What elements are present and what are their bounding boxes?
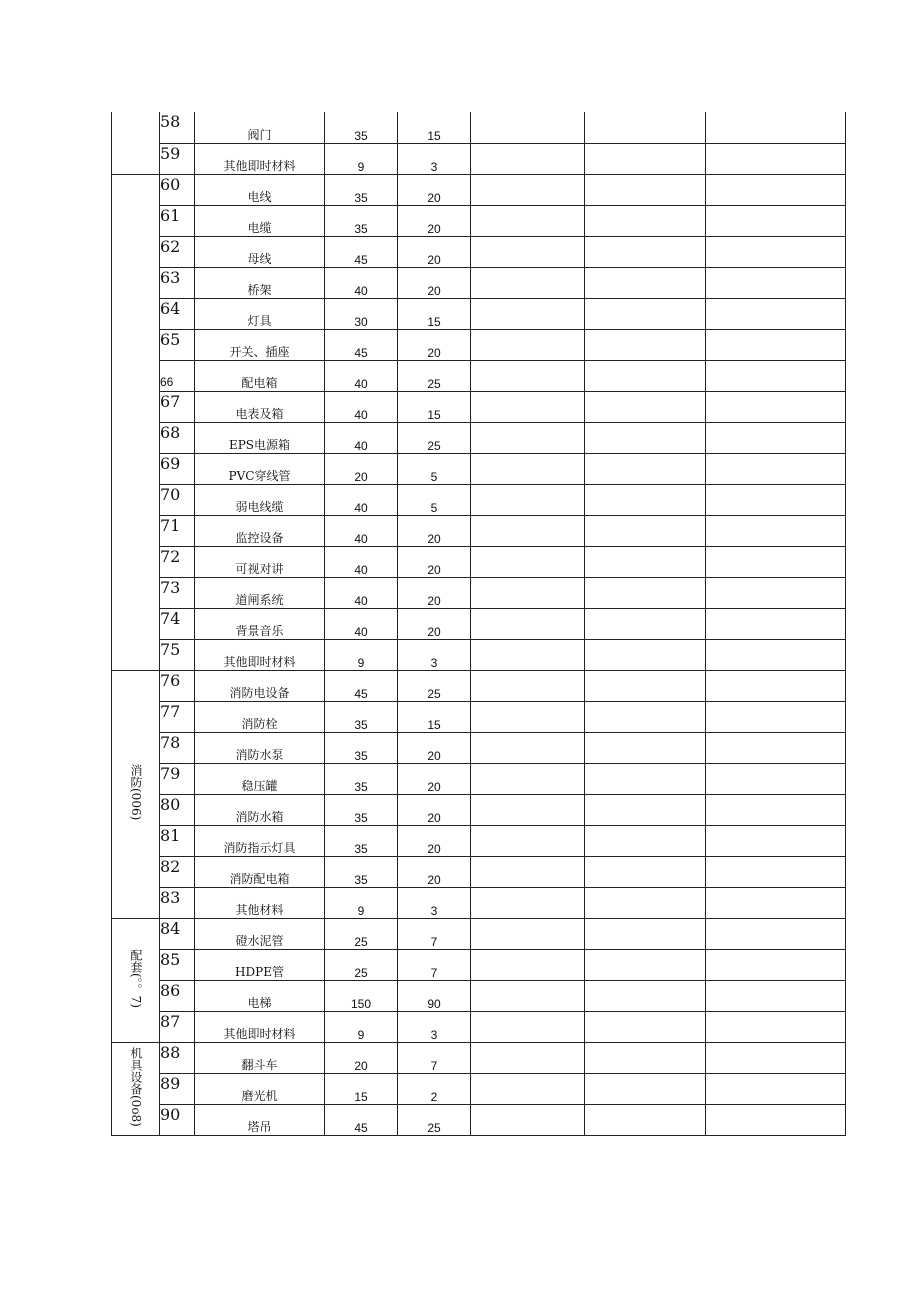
row-number: 67 bbox=[160, 391, 195, 422]
value-b: 20 bbox=[398, 329, 471, 360]
value-b: 15 bbox=[398, 391, 471, 422]
empty-cell bbox=[471, 391, 585, 422]
empty-cell bbox=[585, 1073, 706, 1104]
table-row bbox=[112, 360, 846, 391]
value-a: 35 bbox=[325, 825, 398, 856]
item-name: 灯具 bbox=[195, 298, 325, 329]
item-name: 开关、插座 bbox=[195, 329, 325, 360]
category-cell-supporting bbox=[112, 918, 160, 1042]
table-row bbox=[112, 577, 846, 608]
value-b: 20 bbox=[398, 608, 471, 639]
value-b: 20 bbox=[398, 763, 471, 794]
table-row bbox=[112, 732, 846, 763]
row-number: 79 bbox=[160, 763, 195, 794]
empty-cell bbox=[585, 639, 706, 670]
empty-cell bbox=[585, 1042, 706, 1073]
empty-cell bbox=[706, 856, 846, 887]
value-a: 9 bbox=[325, 143, 398, 174]
item-name: 其他材料 bbox=[195, 887, 325, 918]
value-a: 40 bbox=[325, 422, 398, 453]
value-b: 20 bbox=[398, 236, 471, 267]
empty-cell bbox=[471, 577, 585, 608]
table-row bbox=[112, 918, 846, 949]
row-number: 83 bbox=[160, 887, 195, 918]
table-row bbox=[112, 1104, 846, 1135]
empty-cell bbox=[471, 1042, 585, 1073]
table-row bbox=[112, 546, 846, 577]
value-a: 25 bbox=[325, 918, 398, 949]
empty-cell bbox=[471, 174, 585, 205]
value-b: 3 bbox=[398, 1011, 471, 1042]
row-number: 58 bbox=[160, 112, 195, 143]
item-name: 消防指示灯具 bbox=[195, 825, 325, 856]
row-number: 69 bbox=[160, 453, 195, 484]
empty-cell bbox=[706, 112, 846, 143]
empty-cell bbox=[706, 484, 846, 515]
table-row bbox=[112, 794, 846, 825]
value-a: 40 bbox=[325, 515, 398, 546]
empty-cell bbox=[706, 887, 846, 918]
item-name: 翻斗车 bbox=[195, 1042, 325, 1073]
item-name: 消防水箱 bbox=[195, 794, 325, 825]
empty-cell bbox=[471, 701, 585, 732]
empty-cell bbox=[585, 267, 706, 298]
table-row bbox=[112, 112, 846, 143]
row-number: 81 bbox=[160, 825, 195, 856]
empty-cell bbox=[471, 732, 585, 763]
empty-cell bbox=[471, 360, 585, 391]
empty-cell bbox=[706, 546, 846, 577]
value-b: 20 bbox=[398, 794, 471, 825]
item-name: 桥架 bbox=[195, 267, 325, 298]
table-row bbox=[112, 701, 846, 732]
table-row bbox=[112, 980, 846, 1011]
empty-cell bbox=[706, 453, 846, 484]
value-b: 20 bbox=[398, 515, 471, 546]
value-b: 3 bbox=[398, 887, 471, 918]
item-name: 消防栓 bbox=[195, 701, 325, 732]
value-a: 40 bbox=[325, 391, 398, 422]
materials-table bbox=[111, 112, 846, 1136]
row-number: 90 bbox=[160, 1104, 195, 1135]
item-name: 配电箱 bbox=[195, 360, 325, 391]
empty-cell bbox=[471, 856, 585, 887]
table-row bbox=[112, 1042, 846, 1073]
empty-cell bbox=[585, 298, 706, 329]
value-b: 20 bbox=[398, 546, 471, 577]
value-a: 15 bbox=[325, 1073, 398, 1104]
row-number: 87 bbox=[160, 1011, 195, 1042]
empty-cell bbox=[471, 143, 585, 174]
value-b: 7 bbox=[398, 1042, 471, 1073]
empty-cell bbox=[585, 143, 706, 174]
table-row bbox=[112, 825, 846, 856]
value-a: 35 bbox=[325, 856, 398, 887]
value-a: 45 bbox=[325, 329, 398, 360]
empty-cell bbox=[706, 918, 846, 949]
empty-cell bbox=[706, 794, 846, 825]
empty-cell bbox=[471, 453, 585, 484]
empty-cell bbox=[585, 515, 706, 546]
table-row bbox=[112, 205, 846, 236]
value-a: 35 bbox=[325, 112, 398, 143]
value-a: 45 bbox=[325, 236, 398, 267]
table-row bbox=[112, 1073, 846, 1104]
row-number: 63 bbox=[160, 267, 195, 298]
value-b: 15 bbox=[398, 112, 471, 143]
empty-cell bbox=[471, 1011, 585, 1042]
value-a: 45 bbox=[325, 670, 398, 701]
empty-cell bbox=[585, 112, 706, 143]
table-row bbox=[112, 453, 846, 484]
row-number: 62 bbox=[160, 236, 195, 267]
category-cell-electrical bbox=[112, 174, 160, 670]
value-b: 20 bbox=[398, 174, 471, 205]
empty-cell bbox=[585, 794, 706, 825]
empty-cell bbox=[706, 701, 846, 732]
item-name: 消防水泵 bbox=[195, 732, 325, 763]
item-name: 背景音乐 bbox=[195, 608, 325, 639]
empty-cell bbox=[585, 205, 706, 236]
value-a: 35 bbox=[325, 732, 398, 763]
row-number: 64 bbox=[160, 298, 195, 329]
item-name: HDPE管 bbox=[195, 949, 325, 980]
item-name: 电线 bbox=[195, 174, 325, 205]
empty-cell bbox=[585, 453, 706, 484]
empty-cell bbox=[585, 1011, 706, 1042]
empty-cell bbox=[471, 763, 585, 794]
category-label-supporting: 配套(。。7) bbox=[129, 948, 143, 1008]
empty-cell bbox=[706, 143, 846, 174]
empty-cell bbox=[706, 1011, 846, 1042]
empty-cell bbox=[585, 701, 706, 732]
row-number: 72 bbox=[160, 546, 195, 577]
row-number: 71 bbox=[160, 515, 195, 546]
empty-cell bbox=[585, 422, 706, 453]
empty-cell bbox=[706, 236, 846, 267]
value-a: 45 bbox=[325, 1104, 398, 1135]
row-number: 68 bbox=[160, 422, 195, 453]
table-row bbox=[112, 670, 846, 701]
empty-cell bbox=[471, 918, 585, 949]
value-a: 35 bbox=[325, 701, 398, 732]
row-number: 61 bbox=[160, 205, 195, 236]
value-a: 20 bbox=[325, 1042, 398, 1073]
item-name: 电梯 bbox=[195, 980, 325, 1011]
category-cell-fire bbox=[112, 670, 160, 918]
value-b: 3 bbox=[398, 639, 471, 670]
item-name: 弱电线缆 bbox=[195, 484, 325, 515]
table-row bbox=[112, 856, 846, 887]
item-name: 其他即时材料 bbox=[195, 639, 325, 670]
row-number: 77 bbox=[160, 701, 195, 732]
value-b: 15 bbox=[398, 701, 471, 732]
empty-cell bbox=[585, 236, 706, 267]
empty-cell bbox=[471, 794, 585, 825]
item-name: 其他即时材料 bbox=[195, 143, 325, 174]
empty-cell bbox=[706, 329, 846, 360]
empty-cell bbox=[585, 763, 706, 794]
value-b: 3 bbox=[398, 143, 471, 174]
empty-cell bbox=[585, 670, 706, 701]
empty-cell bbox=[585, 732, 706, 763]
row-number: 60 bbox=[160, 174, 195, 205]
table-row bbox=[112, 422, 846, 453]
item-name: 塔吊 bbox=[195, 1104, 325, 1135]
empty-cell bbox=[706, 732, 846, 763]
empty-cell bbox=[706, 577, 846, 608]
empty-cell bbox=[585, 949, 706, 980]
table-row bbox=[112, 298, 846, 329]
empty-cell bbox=[585, 577, 706, 608]
value-a: 40 bbox=[325, 608, 398, 639]
empty-cell bbox=[471, 608, 585, 639]
value-a: 35 bbox=[325, 794, 398, 825]
item-name: 可视对讲 bbox=[195, 546, 325, 577]
empty-cell bbox=[706, 980, 846, 1011]
empty-cell bbox=[471, 422, 585, 453]
value-b: 25 bbox=[398, 1104, 471, 1135]
empty-cell bbox=[471, 112, 585, 143]
table-row bbox=[112, 639, 846, 670]
value-b: 25 bbox=[398, 360, 471, 391]
item-name: 电缆 bbox=[195, 205, 325, 236]
empty-cell bbox=[471, 980, 585, 1011]
empty-cell bbox=[585, 980, 706, 1011]
value-b: 20 bbox=[398, 856, 471, 887]
empty-cell bbox=[471, 329, 585, 360]
value-a: 40 bbox=[325, 267, 398, 298]
category-cell-machinery bbox=[112, 1042, 160, 1135]
value-a: 40 bbox=[325, 484, 398, 515]
empty-cell bbox=[471, 1104, 585, 1135]
value-a: 30 bbox=[325, 298, 398, 329]
empty-cell bbox=[706, 1073, 846, 1104]
value-a: 35 bbox=[325, 763, 398, 794]
value-b: 20 bbox=[398, 825, 471, 856]
table-row bbox=[112, 763, 846, 794]
empty-cell bbox=[706, 949, 846, 980]
item-name: 道闸系统 bbox=[195, 577, 325, 608]
value-a: 40 bbox=[325, 360, 398, 391]
table-row bbox=[112, 1011, 846, 1042]
value-a: 25 bbox=[325, 949, 398, 980]
empty-cell bbox=[471, 887, 585, 918]
empty-cell bbox=[585, 856, 706, 887]
empty-cell bbox=[706, 670, 846, 701]
table-row bbox=[112, 174, 846, 205]
empty-cell bbox=[585, 360, 706, 391]
empty-cell bbox=[706, 267, 846, 298]
empty-cell bbox=[585, 329, 706, 360]
empty-cell bbox=[706, 391, 846, 422]
row-number: 86 bbox=[160, 980, 195, 1011]
category-label-fire: 消防(006) bbox=[129, 763, 143, 821]
row-number: 80 bbox=[160, 794, 195, 825]
row-number: 82 bbox=[160, 856, 195, 887]
category-label-machinery: 机具设备(0o8) bbox=[129, 1046, 143, 1127]
empty-cell bbox=[706, 1042, 846, 1073]
empty-cell bbox=[706, 763, 846, 794]
empty-cell bbox=[706, 174, 846, 205]
item-name: 其他即时材料 bbox=[195, 1011, 325, 1042]
value-a: 35 bbox=[325, 205, 398, 236]
table-row bbox=[112, 608, 846, 639]
empty-cell bbox=[471, 236, 585, 267]
empty-cell bbox=[706, 639, 846, 670]
row-number: 66 bbox=[160, 360, 195, 391]
empty-cell bbox=[706, 298, 846, 329]
empty-cell bbox=[706, 360, 846, 391]
row-number: 84 bbox=[160, 918, 195, 949]
item-name: 消防配电箱 bbox=[195, 856, 325, 887]
empty-cell bbox=[471, 267, 585, 298]
item-name: 稳压罐 bbox=[195, 763, 325, 794]
value-a: 35 bbox=[325, 174, 398, 205]
item-name: PVC穿线管 bbox=[195, 453, 325, 484]
empty-cell bbox=[585, 608, 706, 639]
empty-cell bbox=[706, 422, 846, 453]
empty-cell bbox=[471, 639, 585, 670]
empty-cell bbox=[471, 1073, 585, 1104]
table-row bbox=[112, 391, 846, 422]
item-name: 电表及箱 bbox=[195, 391, 325, 422]
empty-cell bbox=[471, 670, 585, 701]
row-number: 89 bbox=[160, 1073, 195, 1104]
value-a: 9 bbox=[325, 639, 398, 670]
empty-cell bbox=[585, 391, 706, 422]
row-number: 85 bbox=[160, 949, 195, 980]
item-name: 阀门 bbox=[195, 112, 325, 143]
table-row bbox=[112, 329, 846, 360]
empty-cell bbox=[471, 298, 585, 329]
empty-cell bbox=[585, 484, 706, 515]
item-name: 磨光机 bbox=[195, 1073, 325, 1104]
empty-cell bbox=[471, 515, 585, 546]
item-name: 磴水泥管 bbox=[195, 918, 325, 949]
row-number: 73 bbox=[160, 577, 195, 608]
value-b: 25 bbox=[398, 422, 471, 453]
value-a: 9 bbox=[325, 887, 398, 918]
table-row bbox=[112, 267, 846, 298]
table-row bbox=[112, 236, 846, 267]
empty-cell bbox=[585, 918, 706, 949]
value-b: 15 bbox=[398, 298, 471, 329]
empty-cell bbox=[585, 887, 706, 918]
value-b: 2 bbox=[398, 1073, 471, 1104]
empty-cell bbox=[585, 825, 706, 856]
value-a: 40 bbox=[325, 577, 398, 608]
row-number: 65 bbox=[160, 329, 195, 360]
item-name: 母线 bbox=[195, 236, 325, 267]
table-row bbox=[112, 949, 846, 980]
item-name: 消防电设备 bbox=[195, 670, 325, 701]
table-row bbox=[112, 143, 846, 174]
row-number: 75 bbox=[160, 639, 195, 670]
value-b: 20 bbox=[398, 732, 471, 763]
value-b: 7 bbox=[398, 918, 471, 949]
value-b: 20 bbox=[398, 205, 471, 236]
row-number: 78 bbox=[160, 732, 195, 763]
value-b: 5 bbox=[398, 453, 471, 484]
value-b: 90 bbox=[398, 980, 471, 1011]
row-number: 76 bbox=[160, 670, 195, 701]
empty-cell bbox=[585, 546, 706, 577]
empty-cell bbox=[706, 515, 846, 546]
item-name: 监控设备 bbox=[195, 515, 325, 546]
row-number: 70 bbox=[160, 484, 195, 515]
empty-cell bbox=[471, 484, 585, 515]
value-b: 20 bbox=[398, 577, 471, 608]
empty-cell bbox=[706, 608, 846, 639]
value-b: 25 bbox=[398, 670, 471, 701]
empty-cell bbox=[585, 1104, 706, 1135]
empty-cell bbox=[585, 174, 706, 205]
table-row bbox=[112, 887, 846, 918]
category-cell-continued bbox=[112, 112, 160, 174]
row-number: 59 bbox=[160, 143, 195, 174]
empty-cell bbox=[471, 205, 585, 236]
value-a: 9 bbox=[325, 1011, 398, 1042]
table-row bbox=[112, 484, 846, 515]
empty-cell bbox=[471, 546, 585, 577]
row-number: 88 bbox=[160, 1042, 195, 1073]
item-name: EPS电源箱 bbox=[195, 422, 325, 453]
value-b: 20 bbox=[398, 267, 471, 298]
empty-cell bbox=[706, 205, 846, 236]
value-b: 5 bbox=[398, 484, 471, 515]
empty-cell bbox=[706, 825, 846, 856]
value-a: 40 bbox=[325, 546, 398, 577]
value-a: 150 bbox=[325, 980, 398, 1011]
table-row bbox=[112, 515, 846, 546]
empty-cell bbox=[471, 825, 585, 856]
value-b: 7 bbox=[398, 949, 471, 980]
value-a: 20 bbox=[325, 453, 398, 484]
empty-cell bbox=[706, 1104, 846, 1135]
row-number: 74 bbox=[160, 608, 195, 639]
empty-cell bbox=[471, 949, 585, 980]
